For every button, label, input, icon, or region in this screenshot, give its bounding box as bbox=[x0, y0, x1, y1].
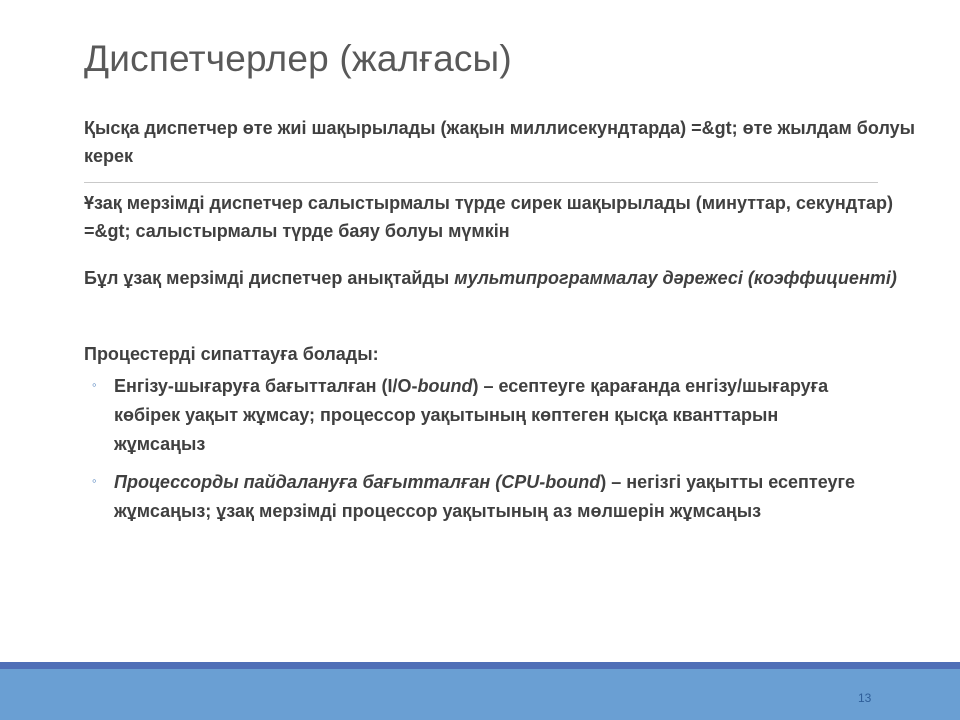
bullet-circle-icon: ◦ bbox=[92, 473, 97, 488]
bullet-italic-text: Процессорды пайдалануға бағытталған (CPU-bound bbox=[114, 472, 601, 492]
paragraph-multiprogramming-degree bbox=[84, 264, 934, 292]
paragraph-process-types bbox=[84, 340, 934, 368]
paragraph-long-term-scheduler bbox=[84, 189, 934, 245]
paragraph-text: Бұл ұзақ мерзімді диспетчер анықтайды bbox=[84, 268, 455, 288]
bullet-io-bound bbox=[92, 372, 874, 459]
paragraph-italic-text: мультипрограммалау дәрежесі (коэффициенті) bbox=[454, 268, 897, 288]
paragraph-text: Қысқа диспетчер өте жиі шақырылады (жақын миллисекундтарда) =&gt; өте жылдам болуы керек bbox=[84, 118, 916, 166]
divider-line bbox=[84, 182, 878, 183]
footer-accent-strip bbox=[0, 662, 960, 669]
bullet-text: ) – негізгі уақытты есептеуге жұмсаңыз; ұзақ мерзімді процессор уақытының аз мөлшерін жұмсаңыз bbox=[114, 472, 856, 521]
paragraph-short-term-scheduler bbox=[84, 114, 934, 170]
bullet-text: ) – есептеуге қарағанда енгізу/шығаруға көбірек уақыт жұмсау; процессор уақытының көптеген қысқа кванттарын жұмсаңыз bbox=[114, 376, 829, 454]
paragraph-text: Процестерді сипаттауға болады: bbox=[84, 344, 379, 364]
page-number: 13 bbox=[858, 691, 872, 705]
bullet-circle-icon: ◦ bbox=[92, 377, 97, 392]
footer-bar bbox=[0, 669, 960, 720]
paragraph-text: Ұзақ мерзімді диспетчер салыстырмалы түрде сирек шақырылады (минуттар, секундтар) =&gt; салыстырмалы түрде баяу болуы мүмкін bbox=[84, 193, 894, 241]
bullet-italic-text: bound bbox=[417, 376, 473, 396]
bullet-cpu-bound bbox=[92, 468, 874, 526]
bullet-text: Енгізу-шығаруға бағытталған (I/O- bbox=[114, 376, 418, 396]
slide-title: Диспетчерлер (жалғасы) bbox=[84, 38, 512, 79]
